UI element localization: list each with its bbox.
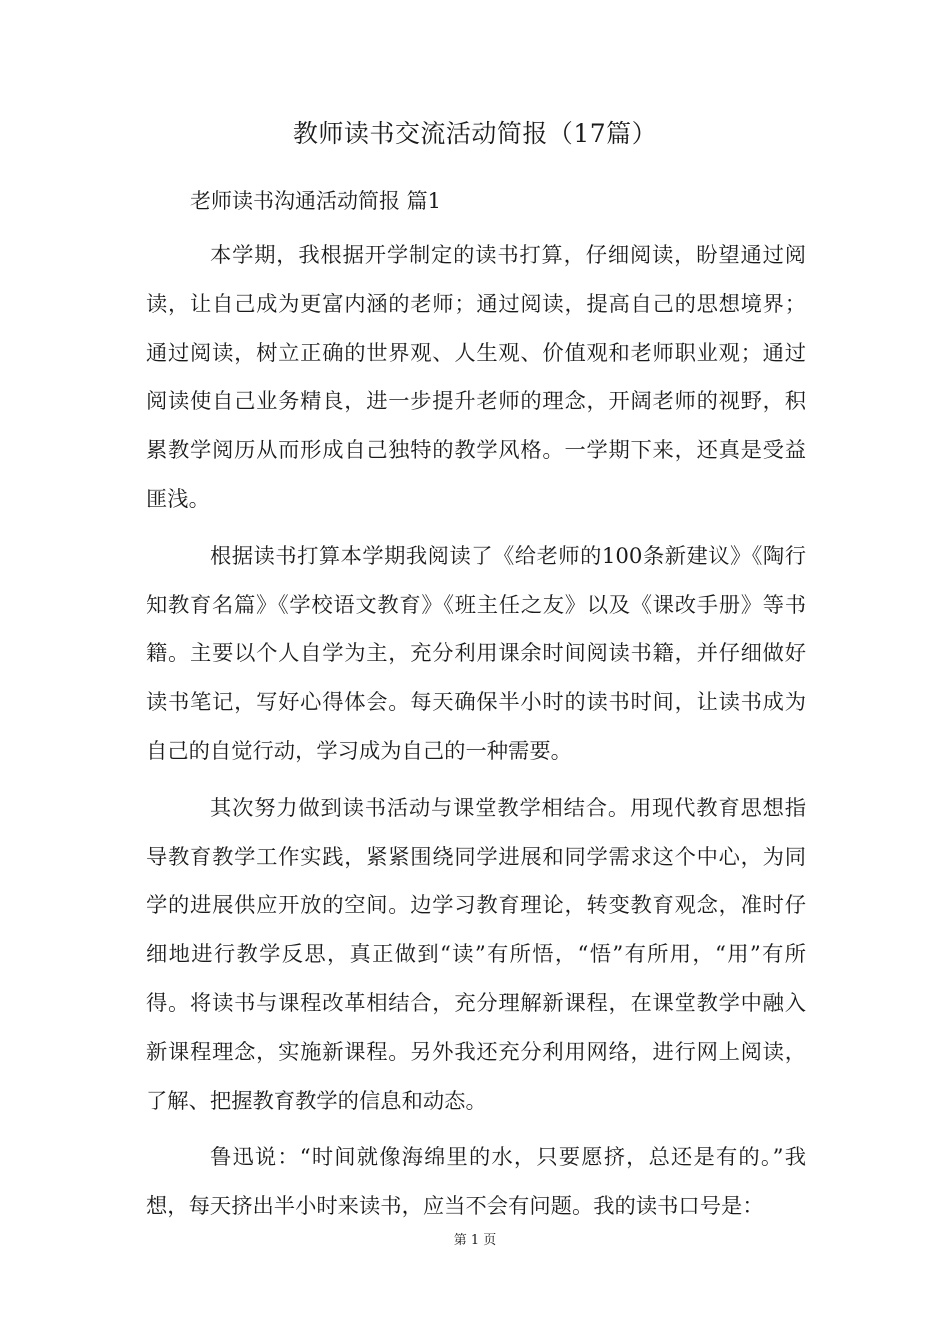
paragraph-3: 其次努力做到读书活动与课堂教学相结合。用现代教育思想指导教育教学工作实践，紧紧围绕同学进展和同学需求这个中心，为同学的进展供应开放的空间。边学习教育理论，转变教育观念，准时仔细地进行教学反思，真正做到“读”有所悟，“悟”有所用，“用”有所得。将读书与课程改革相结合，充分理解新课程，在课堂教学中融入新课程理念，实施新课程。另外我还充分利用网络，进行网上阅读，了解、把握教育教学的信息和动态。 [146, 795, 806, 1114]
paragraph-1: 本学期，我根据开学制定的读书打算，仔细阅读，盼望通过阅读，让自己成为更富内涵的老师；通过阅读，提高自己的思想境界；通过阅读，树立正确的世界观、人生观、价值观和老师职业观；通过阅读使自己业务精良，进一步提升老师的理念，开阔老师的视野，积累教学阅历从而形成自己独特的教学风格。一学期下来，还真是受益匪浅。 [146, 243, 806, 512]
page-number: 第 1 页 [453, 1233, 497, 1248]
section-heading: 老师读书沟通活动简报 篇1 [190, 189, 442, 213]
body-text [146, 232, 806, 1240]
document-title: 教师读书交流活动简报（17篇） [292, 119, 658, 148]
paragraph-2: 根据读书打算本学期我阅读了《给老师的100条新建议》《陶行知教育名篇》《学校语文教育》《班主任之友》以及《课改手册》等书籍。主要以个人自学为主，充分利用课余时间阅读书籍，并仔细做好读书笔记，写好心得体会。每天确保半小时的读书时间，让读书成为自己的自觉行动，学习成为自己的一种需要。 [146, 543, 806, 764]
paragraph-4: 鲁迅说：“时间就像海绵里的水，只要愿挤，总还是有的。”我想，每天挤出半小时来读书，应当不会有问题。我的读书口号是： [146, 1145, 806, 1220]
